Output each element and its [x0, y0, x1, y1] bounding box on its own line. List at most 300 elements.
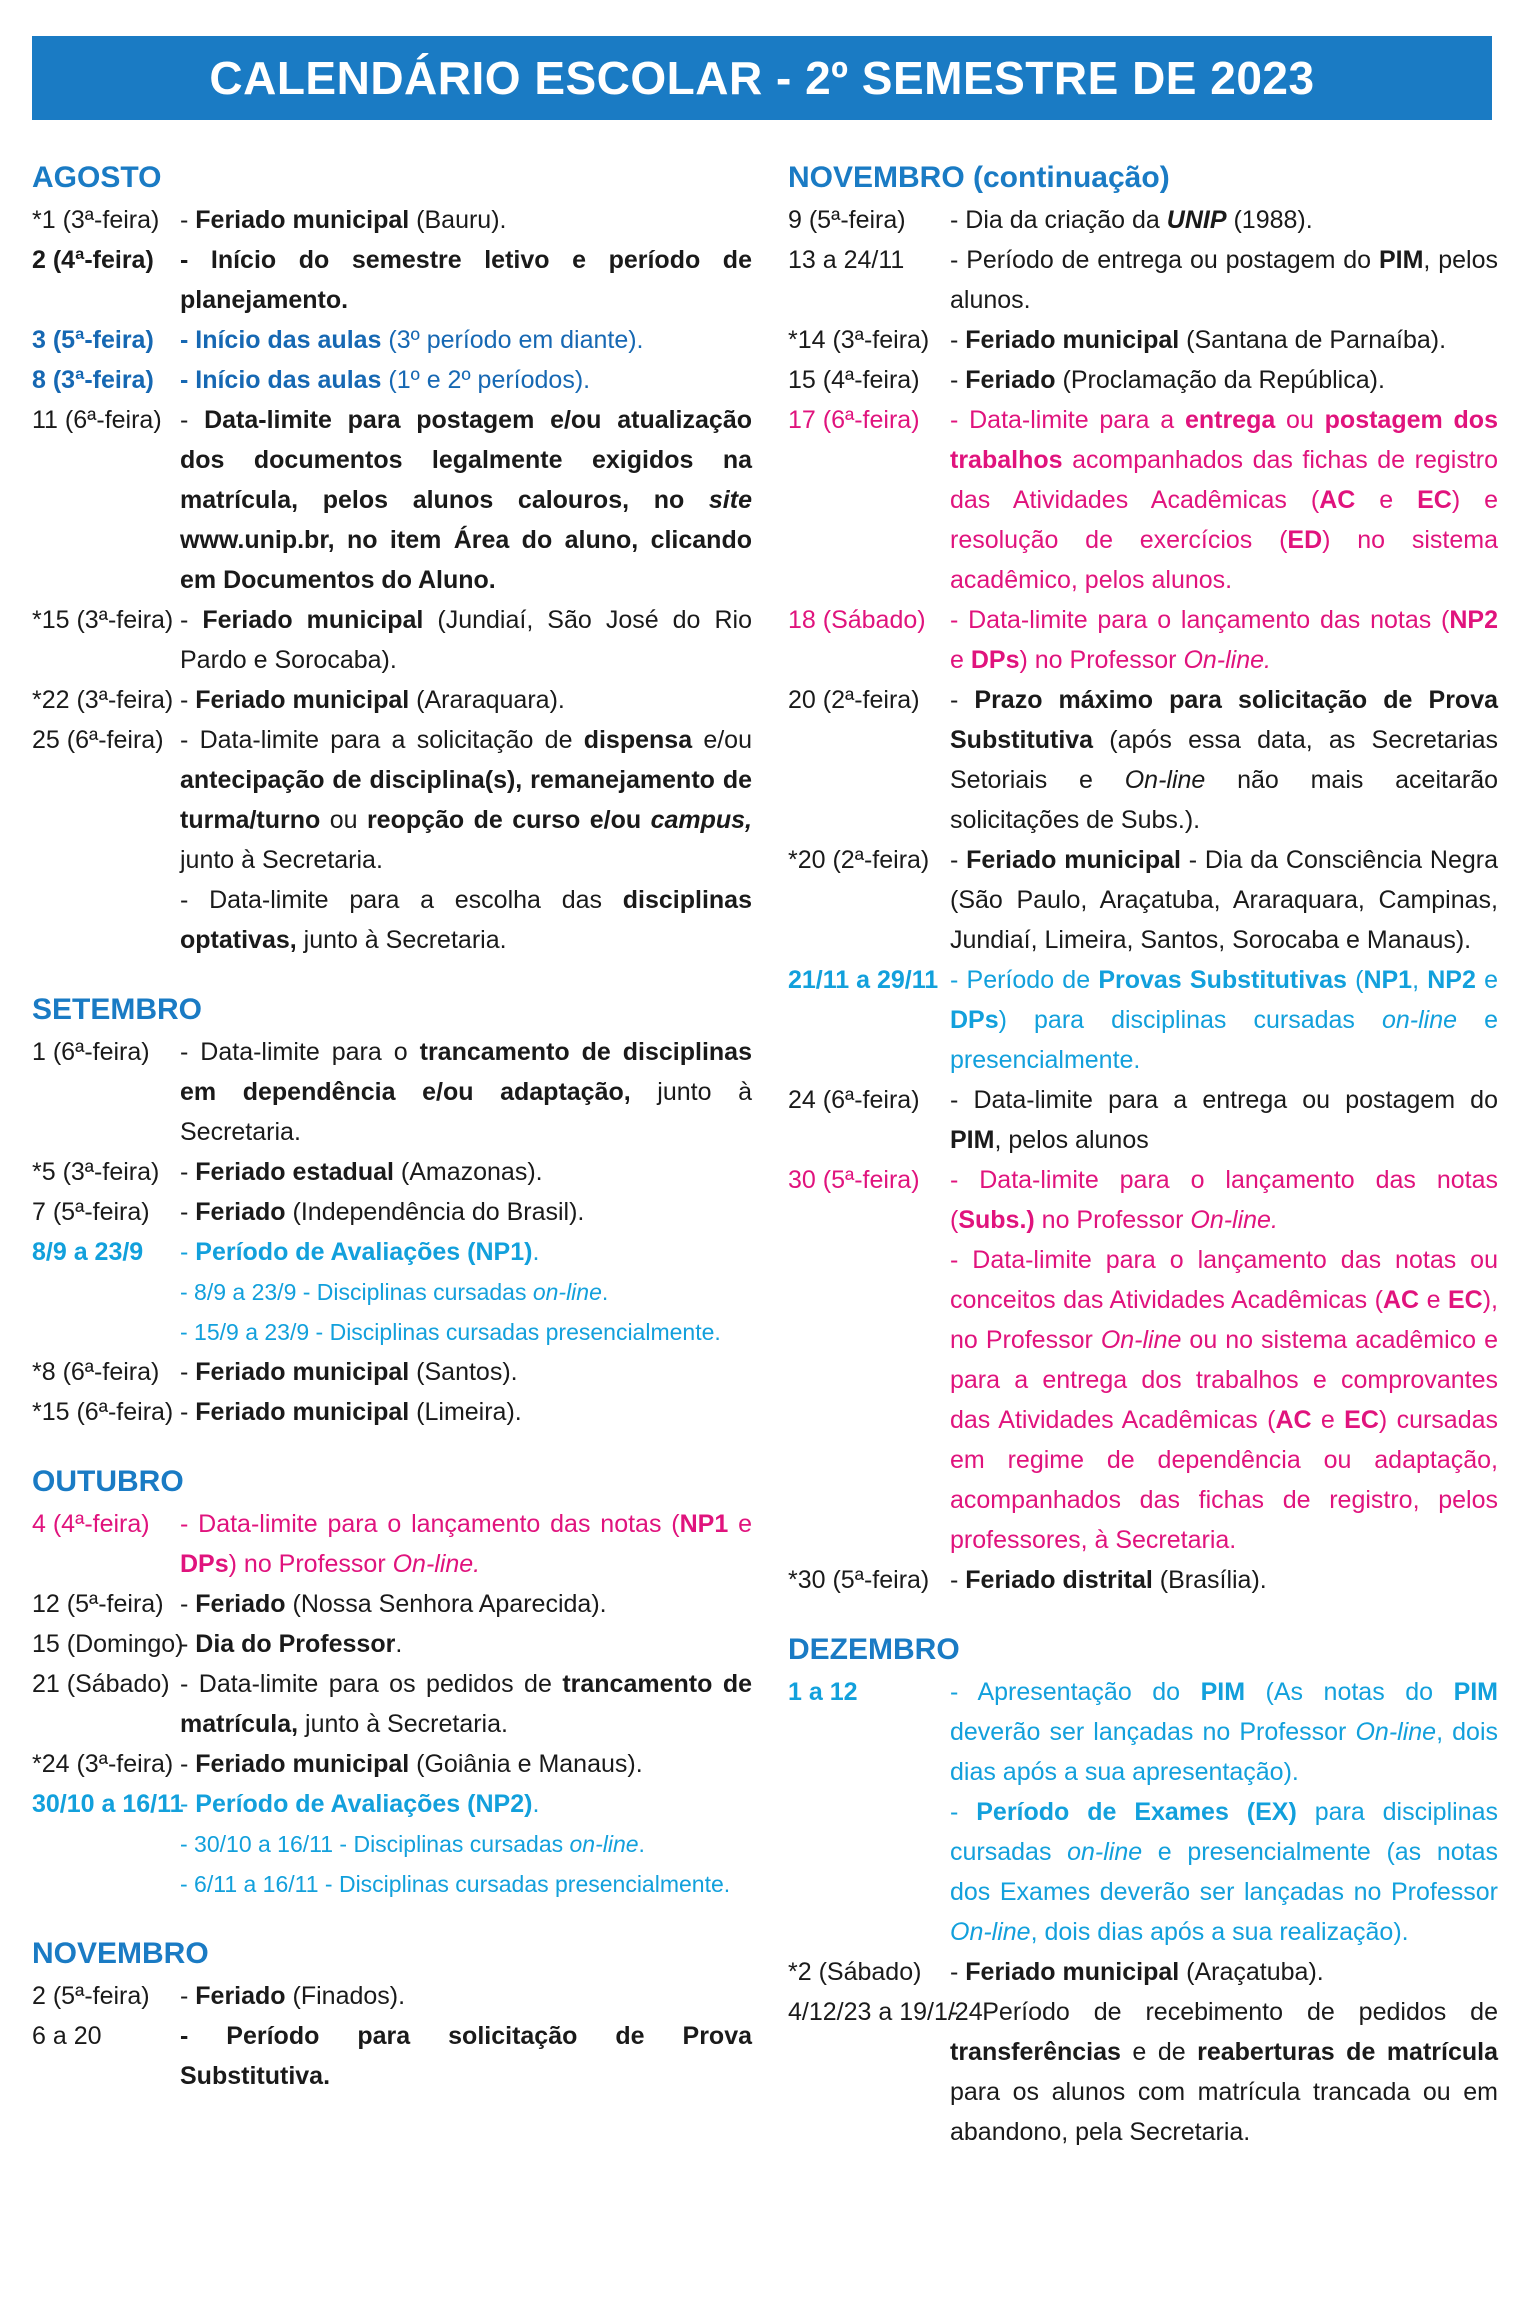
entry-text: , pelos alunos	[994, 1126, 1149, 1154]
entry-description	[180, 1976, 752, 2016]
entry-text: ), no Professor	[950, 1286, 1498, 1354]
calendar-entry	[32, 1232, 752, 1272]
calendar-entry	[32, 680, 752, 720]
entry-text: -	[180, 1750, 196, 1778]
entry-text: campus,	[650, 806, 752, 834]
calendar-entry	[32, 1312, 752, 1352]
entry-description	[950, 1560, 1498, 1600]
entry-date: 30 (5ª-feira)	[788, 1166, 920, 1194]
entry-description	[180, 1584, 752, 1624]
calendar-entry	[32, 720, 752, 880]
entry-text: UNIP	[1166, 206, 1227, 234]
calendar-entry	[32, 1504, 752, 1584]
entry-date	[32, 1272, 180, 1312]
calendar-entry	[32, 2016, 752, 2096]
entry-description	[950, 1240, 1498, 1560]
entry-text: - Data-limite para os pedidos de	[180, 1670, 563, 1698]
entry-text: -	[180, 1790, 196, 1818]
entry-text: (Bauru).	[409, 206, 507, 234]
entry-text: ) cursadas em regime de dependência ou adaptação, acompanhados das fichas de registro, pelos professores, à Secretaria.	[950, 1406, 1499, 1554]
entry-text: Feriado municipal	[965, 1958, 1180, 1986]
entry-text: Feriado municipal	[195, 206, 410, 234]
entry-text: -	[950, 846, 967, 874]
month-heading-setembro: SETEMBRO	[32, 993, 203, 1026]
calendar-entry	[32, 1744, 752, 1784]
entry-text: e	[1419, 1286, 1448, 1314]
calendar-entry	[788, 1992, 1498, 2152]
entry-text: Período de Exames (EX)	[976, 1798, 1297, 1826]
entry-text: (Finados).	[285, 1982, 406, 2010]
entry-text: NP1	[679, 1510, 729, 1538]
entry-text: ) no Professor	[228, 1550, 393, 1578]
entry-date: 25 (6ª-feira)	[32, 726, 164, 754]
entry-text: e	[1311, 1406, 1345, 1434]
entry-description	[180, 2016, 752, 2096]
entry-text: On-line	[950, 1918, 1031, 1946]
entry-text: site	[708, 486, 752, 514]
entry-text: (	[1346, 966, 1364, 994]
month-heading-novembro-continuacao: NOVEMBRO (continuação)	[788, 161, 1170, 194]
entry-date: *8 (6ª-feira)	[32, 1358, 160, 1386]
entry-date: 8/9 a 23/9	[32, 1238, 144, 1266]
entry-text: ,	[1412, 966, 1428, 994]
entry-text: ) no sistema acadêmico, pelos alunos.	[950, 526, 1498, 594]
entry-text: .	[395, 1630, 403, 1658]
entry-text: , dois dias após a sua apresentação).	[950, 1718, 1498, 1786]
entry-text: on-line	[1381, 1006, 1458, 1034]
entry-text: Feriado	[195, 1982, 286, 2010]
entry-text: (Araraquara).	[409, 686, 565, 714]
entry-text: On-line	[1355, 1718, 1437, 1746]
entry-text: (1988).	[1226, 206, 1313, 234]
entry-text: - Data-limite para a solicitação de	[180, 726, 584, 754]
entry-text: NP1	[1363, 966, 1413, 994]
entry-text: ) e resolução de exercícios (	[950, 486, 1498, 554]
entry-text: PIM	[1378, 246, 1424, 274]
entry-text: - Data-limite para o	[180, 1038, 420, 1066]
entry-text: (Araçatuba).	[1179, 1958, 1324, 1986]
entry-text: e	[728, 1510, 752, 1538]
entry-description	[180, 1192, 752, 1232]
entry-text: On-line	[1100, 1326, 1182, 1354]
calendar-entry	[32, 200, 752, 240]
entry-text: Feriado estadual	[195, 1158, 394, 1186]
entry-description	[180, 1272, 752, 1312]
entry-description	[950, 600, 1498, 680]
entry-description	[180, 320, 752, 360]
entry-text: -	[180, 1590, 196, 1618]
entry-date: *24 (3ª-feira)	[32, 1750, 174, 1778]
entry-text: e	[950, 646, 971, 674]
entry-text: Feriado municipal	[195, 1398, 410, 1426]
entry-text: junto à Secretaria.	[298, 1710, 508, 1738]
entry-date: 2 (4ª-feira)	[32, 246, 154, 274]
entry-text: AC	[1319, 486, 1356, 514]
entry-date: 8 (3ª-feira)	[32, 366, 154, 394]
entry-text: Feriado	[195, 1590, 286, 1618]
entry-text: NP2	[1449, 606, 1498, 634]
left-column	[32, 158, 752, 2096]
entry-text: Feriado	[965, 366, 1056, 394]
entry-text: junto à Secretaria.	[180, 846, 383, 874]
calendar-entry	[788, 1160, 1498, 1240]
entry-description	[950, 1992, 1498, 2152]
entry-text: e	[1355, 486, 1418, 514]
entry-date: 13 a 24/11	[788, 246, 905, 274]
month-heading-outubro: OUTUBRO	[32, 1465, 184, 1498]
entry-description	[180, 600, 752, 680]
entry-text: (Proclamação da República).	[1055, 366, 1385, 394]
calendar-entry	[32, 1032, 752, 1152]
entry-text: .	[532, 1790, 540, 1818]
calendar-entry	[32, 1784, 752, 1824]
entry-text: (Independência do Brasil).	[285, 1198, 585, 1226]
calendar-entry	[788, 1560, 1498, 1600]
entry-text: -	[950, 686, 975, 714]
entry-text: (As notas do	[1245, 1678, 1454, 1706]
entry-text: On-line.	[392, 1550, 481, 1578]
entry-text: dispensa	[583, 726, 693, 754]
calendar-entry	[32, 1584, 752, 1624]
entry-text: , pelos alunos.	[950, 246, 1498, 314]
entry-date: *15 (3ª-feira)	[32, 606, 174, 634]
entry-date: *22 (3ª-feira)	[32, 686, 174, 714]
entry-text: (após essa data, as Secretarias Setoriais e	[950, 726, 1498, 794]
entry-text: Feriado distrital	[965, 1566, 1153, 1594]
entry-text: EC	[1447, 1286, 1483, 1314]
entry-date: 1 a 12	[788, 1678, 858, 1706]
entry-text: deverão ser lançadas no Professor	[950, 1718, 1356, 1746]
calendar-entry	[788, 360, 1498, 400]
entry-date	[32, 1824, 180, 1864]
entry-text: e presencialmente (as notas dos Exames deverão ser lançadas no Professor	[950, 1838, 1498, 1906]
entry-date: *30 (5ª-feira)	[788, 1566, 930, 1594]
calendar-entry	[32, 1824, 752, 1864]
entry-text: Provas Substitutivas	[1098, 966, 1347, 994]
entry-text: On-line.	[1190, 1206, 1278, 1234]
entry-text: e/ou	[692, 726, 752, 754]
calendar-entry	[32, 1352, 752, 1392]
entry-date: *2 (Sábado)	[788, 1958, 922, 1986]
entry-date: 6 a 20	[32, 2022, 102, 2050]
entry-text: acompanhados das fichas de registro das Atividades Acadêmicas (	[950, 446, 1498, 514]
entry-text: junto à Secretaria.	[180, 1078, 752, 1146]
entry-date	[32, 1312, 180, 1352]
entry-date: 2 (5ª-feira)	[32, 1982, 150, 2010]
entry-text: Feriado municipal	[195, 686, 410, 714]
calendar-entry	[32, 1392, 752, 1432]
entry-text: - Apresentação do	[950, 1678, 1201, 1706]
entry-description	[950, 1080, 1498, 1160]
entry-description	[950, 240, 1498, 320]
entry-text: , dois dias após a sua realização).	[1030, 1918, 1409, 1946]
calendar-entry	[32, 600, 752, 680]
calendar-entry	[788, 680, 1498, 840]
entry-date: 20 (2ª-feira)	[788, 686, 920, 714]
entry-text: on-line	[1067, 1838, 1143, 1866]
entry-text: (Amazonas).	[393, 1158, 543, 1186]
entry-description	[180, 1664, 752, 1744]
entry-description	[180, 1312, 752, 1352]
entry-description	[950, 840, 1498, 960]
entry-text: -	[180, 686, 196, 714]
entry-text: - 8/9 a 23/9 - Disciplinas cursadas	[180, 1279, 533, 1305]
calendar-entry	[32, 1624, 752, 1664]
entry-text: postagem dos trabalhos	[950, 406, 1498, 474]
entry-description	[180, 680, 752, 720]
entry-text: -	[180, 1358, 196, 1386]
entry-text: e presencialmente.	[950, 1006, 1498, 1074]
entry-text: (3º período em diante).	[381, 326, 644, 354]
entry-text: -	[180, 1238, 196, 1266]
entry-date: *1 (3ª-feira)	[32, 206, 160, 234]
entry-text: -	[950, 1798, 977, 1826]
entry-text: - Dia da Consciência Negra (São Paulo, Araçatuba, Araraquara, Campinas, Jundiaí, Limeira, Santos, Sorocaba e Manaus).	[950, 846, 1498, 954]
entry-text: AC	[1275, 1406, 1312, 1434]
entry-date: *15 (6ª-feira)	[32, 1398, 174, 1426]
entry-description	[950, 320, 1498, 360]
entry-description	[950, 1792, 1498, 1952]
page-title: CALENDÁRIO ESCOLAR - 2º SEMESTRE DE 2023	[32, 36, 1492, 120]
entry-text: -	[950, 366, 966, 394]
entry-description	[180, 200, 752, 240]
entry-text: trancamento de disciplinas em dependência e/ou adaptação,	[180, 1038, 752, 1106]
entry-text: - Início do semestre letivo e período de planejamento.	[180, 246, 752, 314]
entry-text: ) no Professor	[1019, 646, 1184, 674]
entry-text: - Início das aulas	[180, 366, 382, 394]
entry-text: (Jundiaí, São José do Rio Pardo e Sorocaba).	[180, 606, 752, 674]
entry-date: 21/11 a 29/11	[788, 966, 939, 994]
entry-text: para os alunos com matrícula trancada ou em abandono, pela Secretaria.	[950, 2078, 1498, 2146]
entry-description	[180, 400, 752, 600]
entry-text: (Santana de Parnaíba).	[1179, 326, 1447, 354]
entry-text: .	[601, 1279, 609, 1305]
calendar-entry	[32, 240, 752, 320]
entry-text: reaberturas de matrícula	[1197, 2038, 1498, 2066]
entry-text: Feriado municipal	[195, 1750, 410, 1778]
entry-text: e	[1475, 966, 1499, 994]
month-heading-agosto: AGOSTO	[32, 161, 162, 194]
entry-text: PIM	[950, 1126, 995, 1154]
entry-description	[950, 680, 1498, 840]
entry-description	[180, 1504, 752, 1584]
entry-text: - Data-limite para a escolha das	[180, 886, 623, 914]
entry-text: DPs	[950, 1006, 999, 1034]
entry-text: (Brasília).	[1152, 1566, 1267, 1594]
entry-date: 12 (5ª-feira)	[32, 1590, 164, 1618]
entry-text: - Data-limite para a	[950, 406, 1185, 434]
entry-text: no Professor	[1034, 1206, 1191, 1234]
entry-text: -	[180, 606, 203, 634]
entry-text: -	[950, 326, 966, 354]
entry-description	[950, 1672, 1498, 1792]
entry-text: Feriado	[195, 1198, 286, 1226]
entry-text: www.unip.br, no item Área do aluno, clicando em Documentos do Aluno.	[180, 526, 752, 594]
entry-text: .	[638, 1831, 645, 1857]
entry-text: - Período de entrega ou postagem do	[950, 246, 1379, 274]
entry-text: trancamento de matrícula,	[180, 1670, 752, 1738]
entry-description	[180, 1392, 752, 1432]
entry-text: NP2	[1427, 966, 1476, 994]
entry-text: junto à Secretaria.	[296, 926, 507, 954]
calendar-entry	[32, 400, 752, 600]
entry-text: Data-limite para postagem e/ou atualização dos documentos legalmente exigidos na matrícula, pelos alunos calouros, no	[180, 406, 752, 514]
calendar-entry	[788, 1792, 1498, 1952]
entry-date: 7 (5ª-feira)	[32, 1198, 150, 1226]
entry-date: *20 (2ª-feira)	[788, 846, 930, 874]
entry-text: - Data-limite para o lançamento das notas (	[180, 1510, 680, 1538]
entry-text: (Nossa Senhora Aparecida).	[285, 1590, 607, 1618]
entry-text: on-line	[532, 1279, 602, 1305]
entry-date: 18 (Sábado)	[788, 606, 926, 634]
calendar-entry	[788, 320, 1498, 360]
calendar-entry	[32, 880, 752, 960]
entry-text: e de	[1120, 2038, 1198, 2066]
calendar-entry	[32, 320, 752, 360]
entry-text: DPs	[180, 1550, 229, 1578]
entry-text: -	[180, 1982, 196, 2010]
entry-text: para disciplinas cursadas	[950, 1798, 1498, 1866]
entry-text: -	[180, 1398, 196, 1426]
entry-description	[950, 1160, 1498, 1240]
calendar-entry	[788, 960, 1498, 1080]
entry-description	[180, 1624, 752, 1664]
entry-date	[32, 1864, 180, 1904]
entry-text: (Limeira).	[409, 1398, 522, 1426]
entry-text: EC	[1417, 486, 1452, 514]
entry-text: -	[950, 1566, 966, 1594]
entry-text: Dia do Professor	[195, 1630, 396, 1658]
entry-text: Feriado municipal	[966, 846, 1181, 874]
calendar-entry	[32, 1664, 752, 1744]
entry-description	[950, 400, 1498, 600]
entry-date: 17 (6ª-feira)	[788, 406, 920, 434]
entry-text: PIM	[1453, 1678, 1499, 1706]
entry-text: Feriado municipal	[202, 606, 424, 634]
month-heading-novembro: NOVEMBRO	[32, 1937, 209, 1970]
entry-text: Feriado municipal	[195, 1358, 410, 1386]
entry-date: 21 (Sábado)	[32, 1670, 170, 1698]
entry-description	[180, 1784, 752, 1824]
entry-description	[950, 1952, 1498, 1992]
entry-date	[32, 880, 180, 960]
entry-date: 24 (6ª-feira)	[788, 1086, 920, 1114]
entry-text: (1º e 2º períodos).	[381, 366, 591, 394]
entry-date: 30/10 a 16/11	[32, 1790, 184, 1818]
entry-text: - Período para solicitação de Prova Substitutiva.	[180, 2022, 752, 2090]
entry-description	[950, 200, 1498, 240]
entry-text: - 15/9 a 23/9 - Disciplinas cursadas presencialmente.	[180, 1319, 721, 1345]
entry-description	[180, 880, 752, 960]
entry-text: -	[180, 206, 196, 234]
entry-text: - Data-limite para o lançamento das notas (	[950, 1166, 1498, 1234]
entry-text: - Data-limite para o lançamento das notas ou conceitos das Atividades Acadêmicas (	[950, 1246, 1498, 1314]
entry-date: 4/12/23 a 19/1/24	[788, 1998, 983, 2026]
calendar-entry	[788, 1952, 1498, 1992]
entry-text: EC	[1344, 1406, 1379, 1434]
entry-text: - Dia da criação da	[950, 206, 1167, 234]
entry-date: *14 (3ª-feira)	[788, 326, 930, 354]
entry-text: - Período de	[950, 966, 1099, 994]
entry-text: AC	[1382, 1286, 1420, 1314]
entry-text: -	[180, 1630, 196, 1658]
entry-description	[180, 1232, 752, 1272]
entry-description	[180, 1152, 752, 1192]
entry-description	[180, 1744, 752, 1784]
entry-text: On-line.	[1183, 646, 1271, 674]
calendar-entry	[788, 240, 1498, 320]
entry-text: transferências	[950, 2038, 1121, 2066]
calendar-entry	[32, 1864, 752, 1904]
calendar-entry	[32, 1272, 752, 1312]
entry-date: 9 (5ª-feira)	[788, 206, 906, 234]
entry-date: 15 (4ª-feira)	[788, 366, 920, 394]
month-heading-dezembro: DEZEMBRO	[788, 1633, 960, 1666]
entry-text: Período de Avaliações (NP2)	[195, 1790, 533, 1818]
entry-text: Subs.)	[958, 1206, 1035, 1234]
entry-description	[180, 1864, 752, 1904]
entry-date: 1 (6ª-feira)	[32, 1038, 150, 1066]
entry-date: *5 (3ª-feira)	[32, 1158, 160, 1186]
calendar-entry	[32, 360, 752, 400]
right-column	[788, 158, 1498, 2152]
entry-date	[788, 1792, 950, 1952]
entry-description	[950, 960, 1498, 1080]
calendar-entry	[32, 1976, 752, 2016]
entry-text: (Goiânia e Manaus).	[409, 1750, 643, 1778]
entry-text: reopção de curso e/ou	[366, 806, 651, 834]
entry-date	[788, 1240, 950, 1560]
calendar-entry	[788, 1080, 1498, 1160]
calendar-entry	[788, 1240, 1498, 1560]
entry-text: Prazo máximo para solicitação de Prova Substitutiva	[950, 686, 1498, 754]
calendar-entry	[788, 1672, 1498, 1792]
entry-text: (Santos).	[409, 1358, 518, 1386]
calendar-entry	[788, 400, 1498, 600]
entry-text: Período de Avaliações (NP1)	[195, 1238, 533, 1266]
entry-date: 3 (5ª-feira)	[32, 326, 154, 354]
entry-date: 11 (6ª-feira)	[32, 406, 162, 434]
entry-description	[180, 240, 752, 320]
entry-text: DPs	[970, 646, 1020, 674]
entry-text: On-line	[1124, 766, 1206, 794]
entry-text: -	[180, 1158, 196, 1186]
entry-description	[180, 360, 752, 400]
entry-description	[950, 360, 1498, 400]
entry-description	[180, 720, 752, 880]
entry-description	[180, 1824, 752, 1864]
entry-text: não mais aceitarão solicitações de Subs.).	[950, 766, 1498, 834]
entry-text: Feriado municipal	[965, 326, 1180, 354]
calendar-entry	[788, 200, 1498, 240]
entry-text: PIM	[1200, 1678, 1246, 1706]
entry-description	[180, 1032, 752, 1152]
entry-date: 4 (4ª-feira)	[32, 1510, 150, 1538]
calendar-entry	[788, 600, 1498, 680]
entry-text: .	[532, 1238, 540, 1266]
entry-text: disciplinas optativas,	[180, 886, 752, 954]
entry-text: ) para disciplinas cursadas	[998, 1006, 1382, 1034]
entry-text: ou	[1275, 406, 1325, 434]
entry-text: - Data-limite para a entrega ou postagem do	[950, 1086, 1498, 1114]
entry-text: ou	[320, 806, 367, 834]
entry-text: on-line	[569, 1831, 639, 1857]
entry-date: 15 (Domingo)	[32, 1630, 184, 1658]
calendar-entry	[32, 1192, 752, 1232]
entry-text: ou no sistema acadêmico e para a entrega dos trabalhos e comprovantes das Atividades Acadêmicas (	[950, 1326, 1498, 1434]
entry-text: - Início das aulas	[180, 326, 382, 354]
entry-text: - 30/10 a 16/11 - Disciplinas cursadas	[180, 1831, 570, 1857]
